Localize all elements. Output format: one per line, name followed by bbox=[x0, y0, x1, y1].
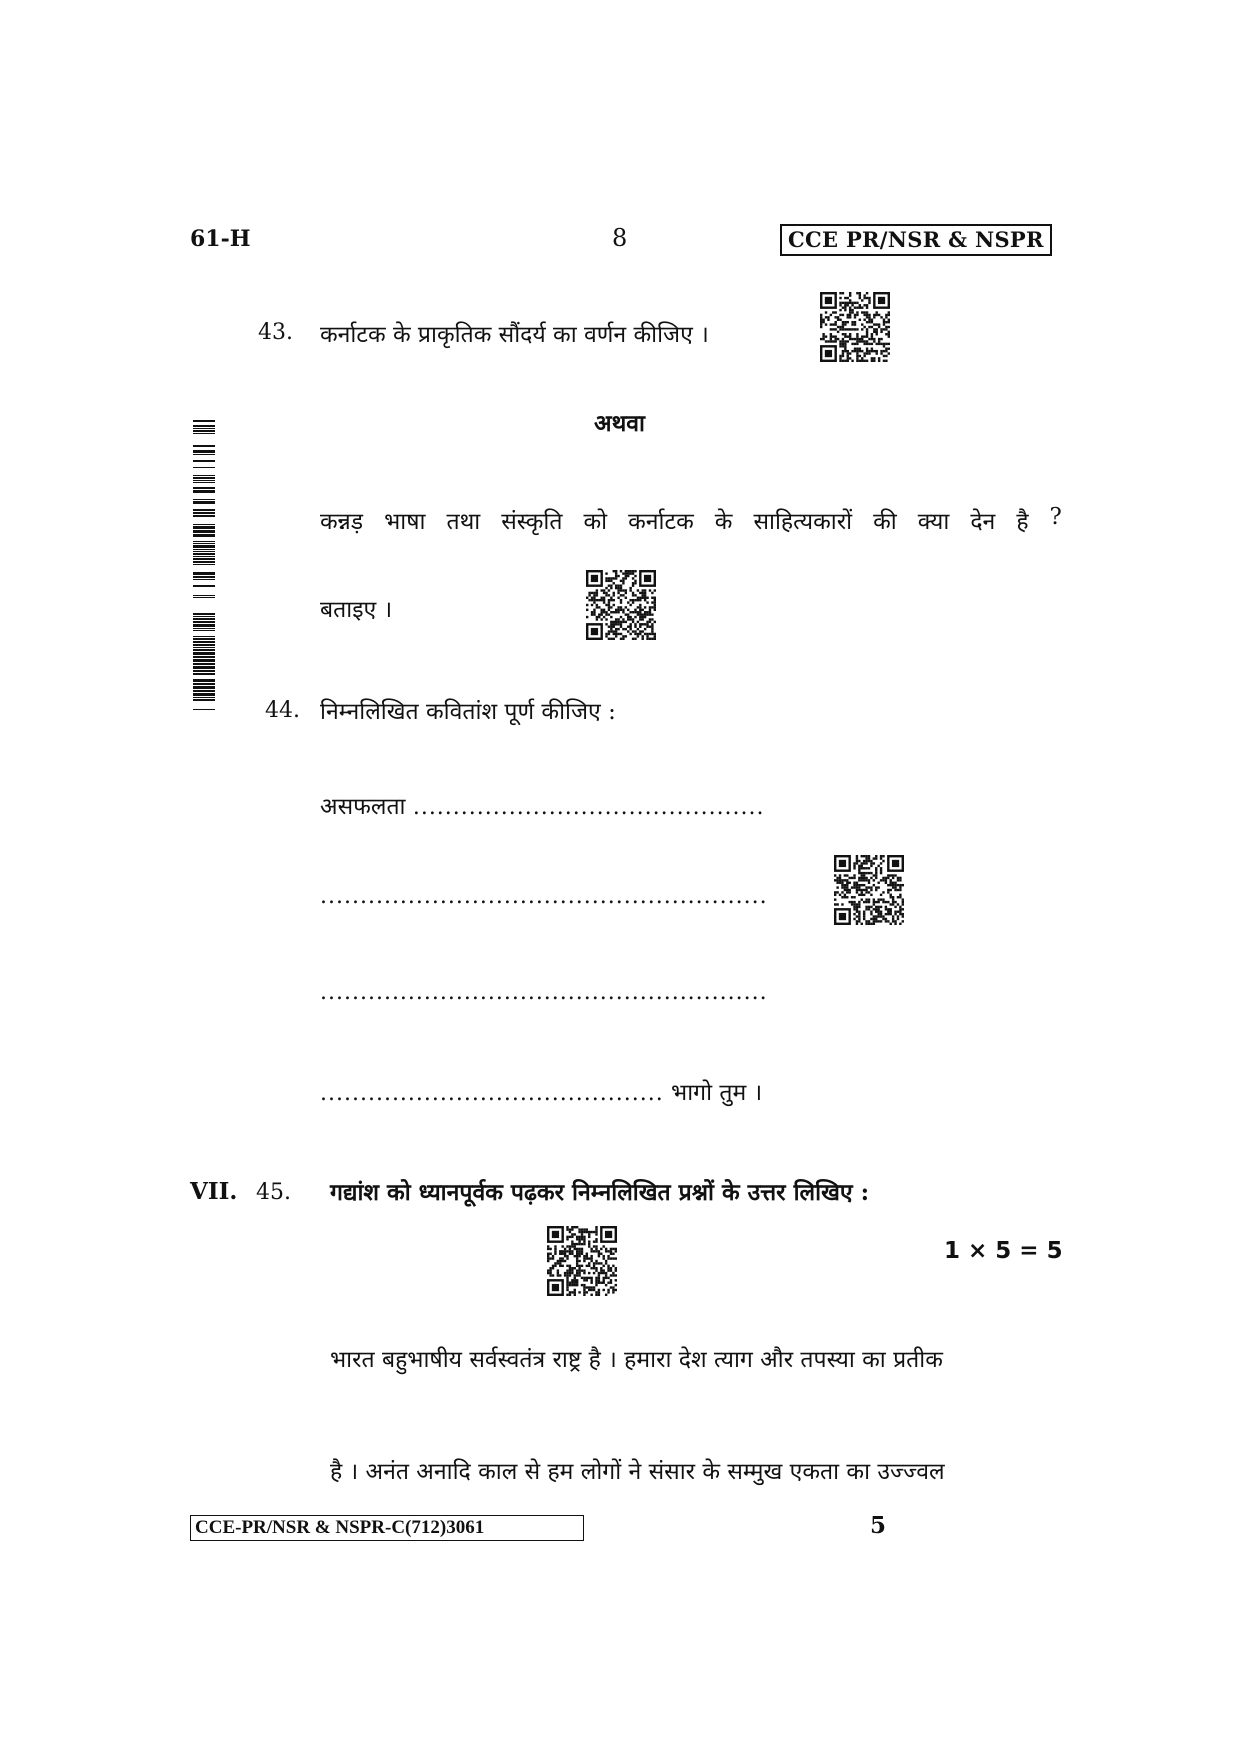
footer-code-box: CCE-PR/NSR & NSPR-C(712)3061 bbox=[190, 1515, 584, 1541]
passage-line-1: भारत बहुभाषीय सर्वस्वतंत्र राष्ट्र है । हमारा देश त्याग और तपस्या का प्रतीक bbox=[330, 1347, 943, 1373]
alt-word: साहित्यकारों bbox=[753, 509, 853, 535]
question-44-text: निम्नलिखित कवितांश पूर्ण कीजिए : bbox=[320, 699, 616, 725]
alt-word: ? bbox=[1049, 504, 1062, 530]
qr-code-icon bbox=[547, 1226, 617, 1296]
alt-word: कन्नड़ bbox=[320, 509, 364, 535]
poem-line-3-blank: ........................................................ bbox=[320, 980, 768, 1005]
qr-code-icon bbox=[820, 292, 890, 362]
question-45-instruction: गद्यांश को ध्यानपूर्वक पढ़कर निम्नलिखित प्रश्नों के उत्तर लिखिए : bbox=[330, 1179, 870, 1206]
alt-word: है bbox=[1016, 509, 1029, 535]
poem-line-1-blank: ............................................ bbox=[412, 795, 765, 820]
alt-word: संस्कृति bbox=[501, 509, 563, 535]
alt-word: तथा bbox=[446, 509, 481, 535]
alt-word: के bbox=[714, 509, 733, 535]
poem-line-1-start: असफलता bbox=[320, 794, 406, 820]
question-43-alt-line1 bbox=[320, 504, 1062, 536]
paper-code: 61-H bbox=[190, 226, 251, 252]
alt-word: देन bbox=[970, 509, 996, 535]
exam-label-box: CCE PR/NSR & NSPR bbox=[780, 224, 1052, 256]
alt-word: क्या bbox=[917, 509, 950, 535]
alt-word: की bbox=[873, 509, 897, 535]
poem-line-4-blank: ........................................... bbox=[320, 1081, 664, 1106]
question-43-number: 43. bbox=[258, 320, 293, 345]
question-43-text: कर्नाटक के प्राकृतिक सौंदर्य का वर्णन कीजिए । bbox=[320, 322, 709, 348]
alt-word: कर्नाटक bbox=[628, 509, 694, 535]
section-roman-numeral: VII. bbox=[190, 1178, 238, 1205]
marks-label: 1 × 5 = 5 bbox=[944, 1238, 1063, 1264]
question-44-number: 44. bbox=[265, 698, 300, 723]
poem-line-1 bbox=[320, 789, 765, 821]
barcode-icon bbox=[193, 420, 215, 710]
page-number: 8 bbox=[612, 224, 628, 252]
alt-word: को bbox=[583, 509, 608, 535]
qr-code-icon bbox=[834, 855, 904, 925]
qr-code-icon bbox=[586, 570, 656, 640]
footer-number: 5 bbox=[870, 1512, 887, 1539]
or-label: अथवा bbox=[594, 410, 646, 437]
passage-line-2: है । अनंत अनादि काल से हम लोगों ने संसार के सम्मुख एकता का उज्ज्वल bbox=[330, 1459, 945, 1485]
poem-line-4-end: भागो तुम । bbox=[671, 1080, 763, 1106]
question-45-number: 45. bbox=[256, 1180, 291, 1205]
alt-word: भाषा bbox=[384, 509, 426, 535]
poem-line-4 bbox=[320, 1075, 762, 1107]
poem-line-2-blank: ........................................................ bbox=[320, 884, 768, 909]
question-43-alt-line2: बताइए । bbox=[320, 597, 393, 623]
